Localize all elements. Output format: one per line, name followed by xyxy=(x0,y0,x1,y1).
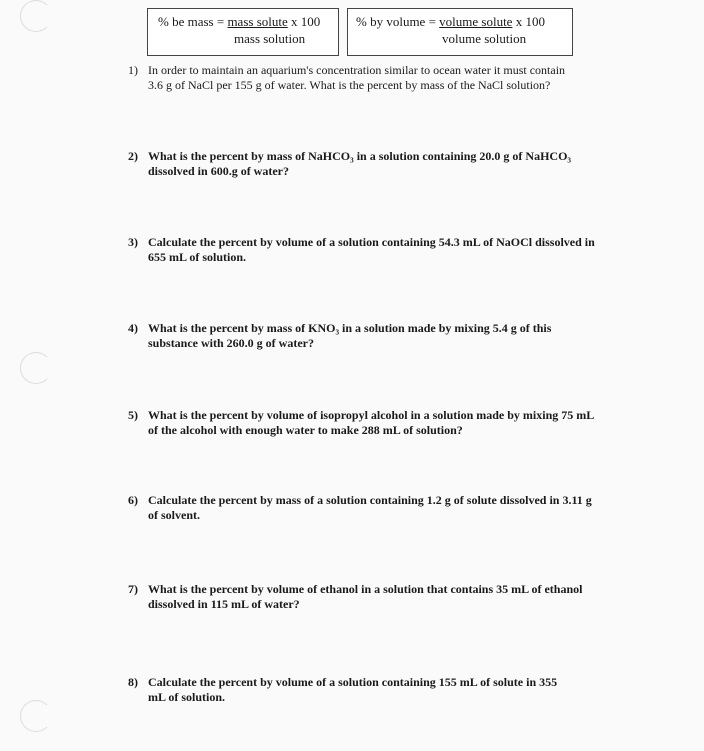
question-number: 8) xyxy=(128,675,138,689)
question-number: 2) xyxy=(128,149,138,163)
question-4 xyxy=(128,321,608,351)
question-number: 6) xyxy=(128,493,138,507)
question-text xyxy=(148,408,608,438)
question-8 xyxy=(128,675,608,705)
question-number: 3) xyxy=(128,235,138,249)
question-7 xyxy=(128,582,608,612)
question-line: What is the percent by mass of KNO₃ in a solution made by mixing 5.4 g of this xyxy=(148,321,552,335)
question-line: What is the percent by mass of NaHCO₃ in a solution containing 20.0 g of NaHCO₃ xyxy=(148,149,571,163)
question-number: 7) xyxy=(128,582,138,596)
mass-percent-formula xyxy=(147,8,339,56)
binder-hole-icon xyxy=(20,352,52,384)
formula-denominator: mass solution xyxy=(234,31,306,46)
question-line: In order to maintain an aquarium's concentration similar to ocean water it must contain xyxy=(148,63,566,77)
formula-times: x 100 xyxy=(291,14,321,29)
question-6 xyxy=(128,493,608,523)
question-number: 1) xyxy=(128,63,138,77)
volume-percent-formula xyxy=(347,8,573,56)
formula-denominator: volume solution xyxy=(442,31,527,46)
question-line: mL of solution. xyxy=(148,690,226,704)
formula-numerator: volume solute xyxy=(439,14,513,29)
question-line: Calculate the percent by volume of a solution containing 155 mL of solute in 355 xyxy=(148,675,558,689)
binder-hole-icon xyxy=(20,700,52,732)
question-2 xyxy=(128,149,608,179)
question-line: dissolved in 115 mL of water? xyxy=(148,597,300,611)
question-5 xyxy=(128,408,608,438)
formula-times: x 100 xyxy=(515,14,545,29)
formula-label: % be mass = xyxy=(158,14,225,29)
formula-numerator: mass solute xyxy=(227,14,288,29)
question-line: 3.6 g of NaCl per 155 g of water. What is the percent by mass of the NaCl solution? xyxy=(148,78,551,92)
question-3 xyxy=(128,235,608,265)
question-line: What is the percent by volume of ethanol in a solution that contains 35 mL of ethanol xyxy=(148,582,583,596)
question-number: 5) xyxy=(128,408,138,422)
question-line: Calculate the percent by volume of a solution containing 54.3 mL of NaOCl dissolved in xyxy=(148,235,595,249)
question-text xyxy=(148,235,608,265)
question-text xyxy=(148,582,608,612)
question-number: 4) xyxy=(128,321,138,335)
question-1 xyxy=(128,63,608,93)
question-line: dissolved in 600.g of water? xyxy=(148,164,289,178)
question-text xyxy=(148,149,608,179)
question-text xyxy=(148,675,608,705)
question-text xyxy=(148,493,608,523)
question-text xyxy=(148,321,608,351)
question-line: 655 mL of solution. xyxy=(148,250,247,264)
question-line: substance with 260.0 g of water? xyxy=(148,336,314,350)
question-line: of solvent. xyxy=(148,508,200,522)
binder-hole-icon xyxy=(20,0,52,32)
formula-label: % by volume = xyxy=(356,14,436,29)
question-line: What is the percent by volume of isopropyl alcohol in a solution made by mixing 75 mL xyxy=(148,408,595,422)
question-text xyxy=(148,63,608,93)
question-line: Calculate the percent by mass of a solution containing 1.2 g of solute dissolved in 3.11 g xyxy=(148,493,592,507)
question-line: of the alcohol with enough water to make 288 mL of solution? xyxy=(148,423,463,437)
